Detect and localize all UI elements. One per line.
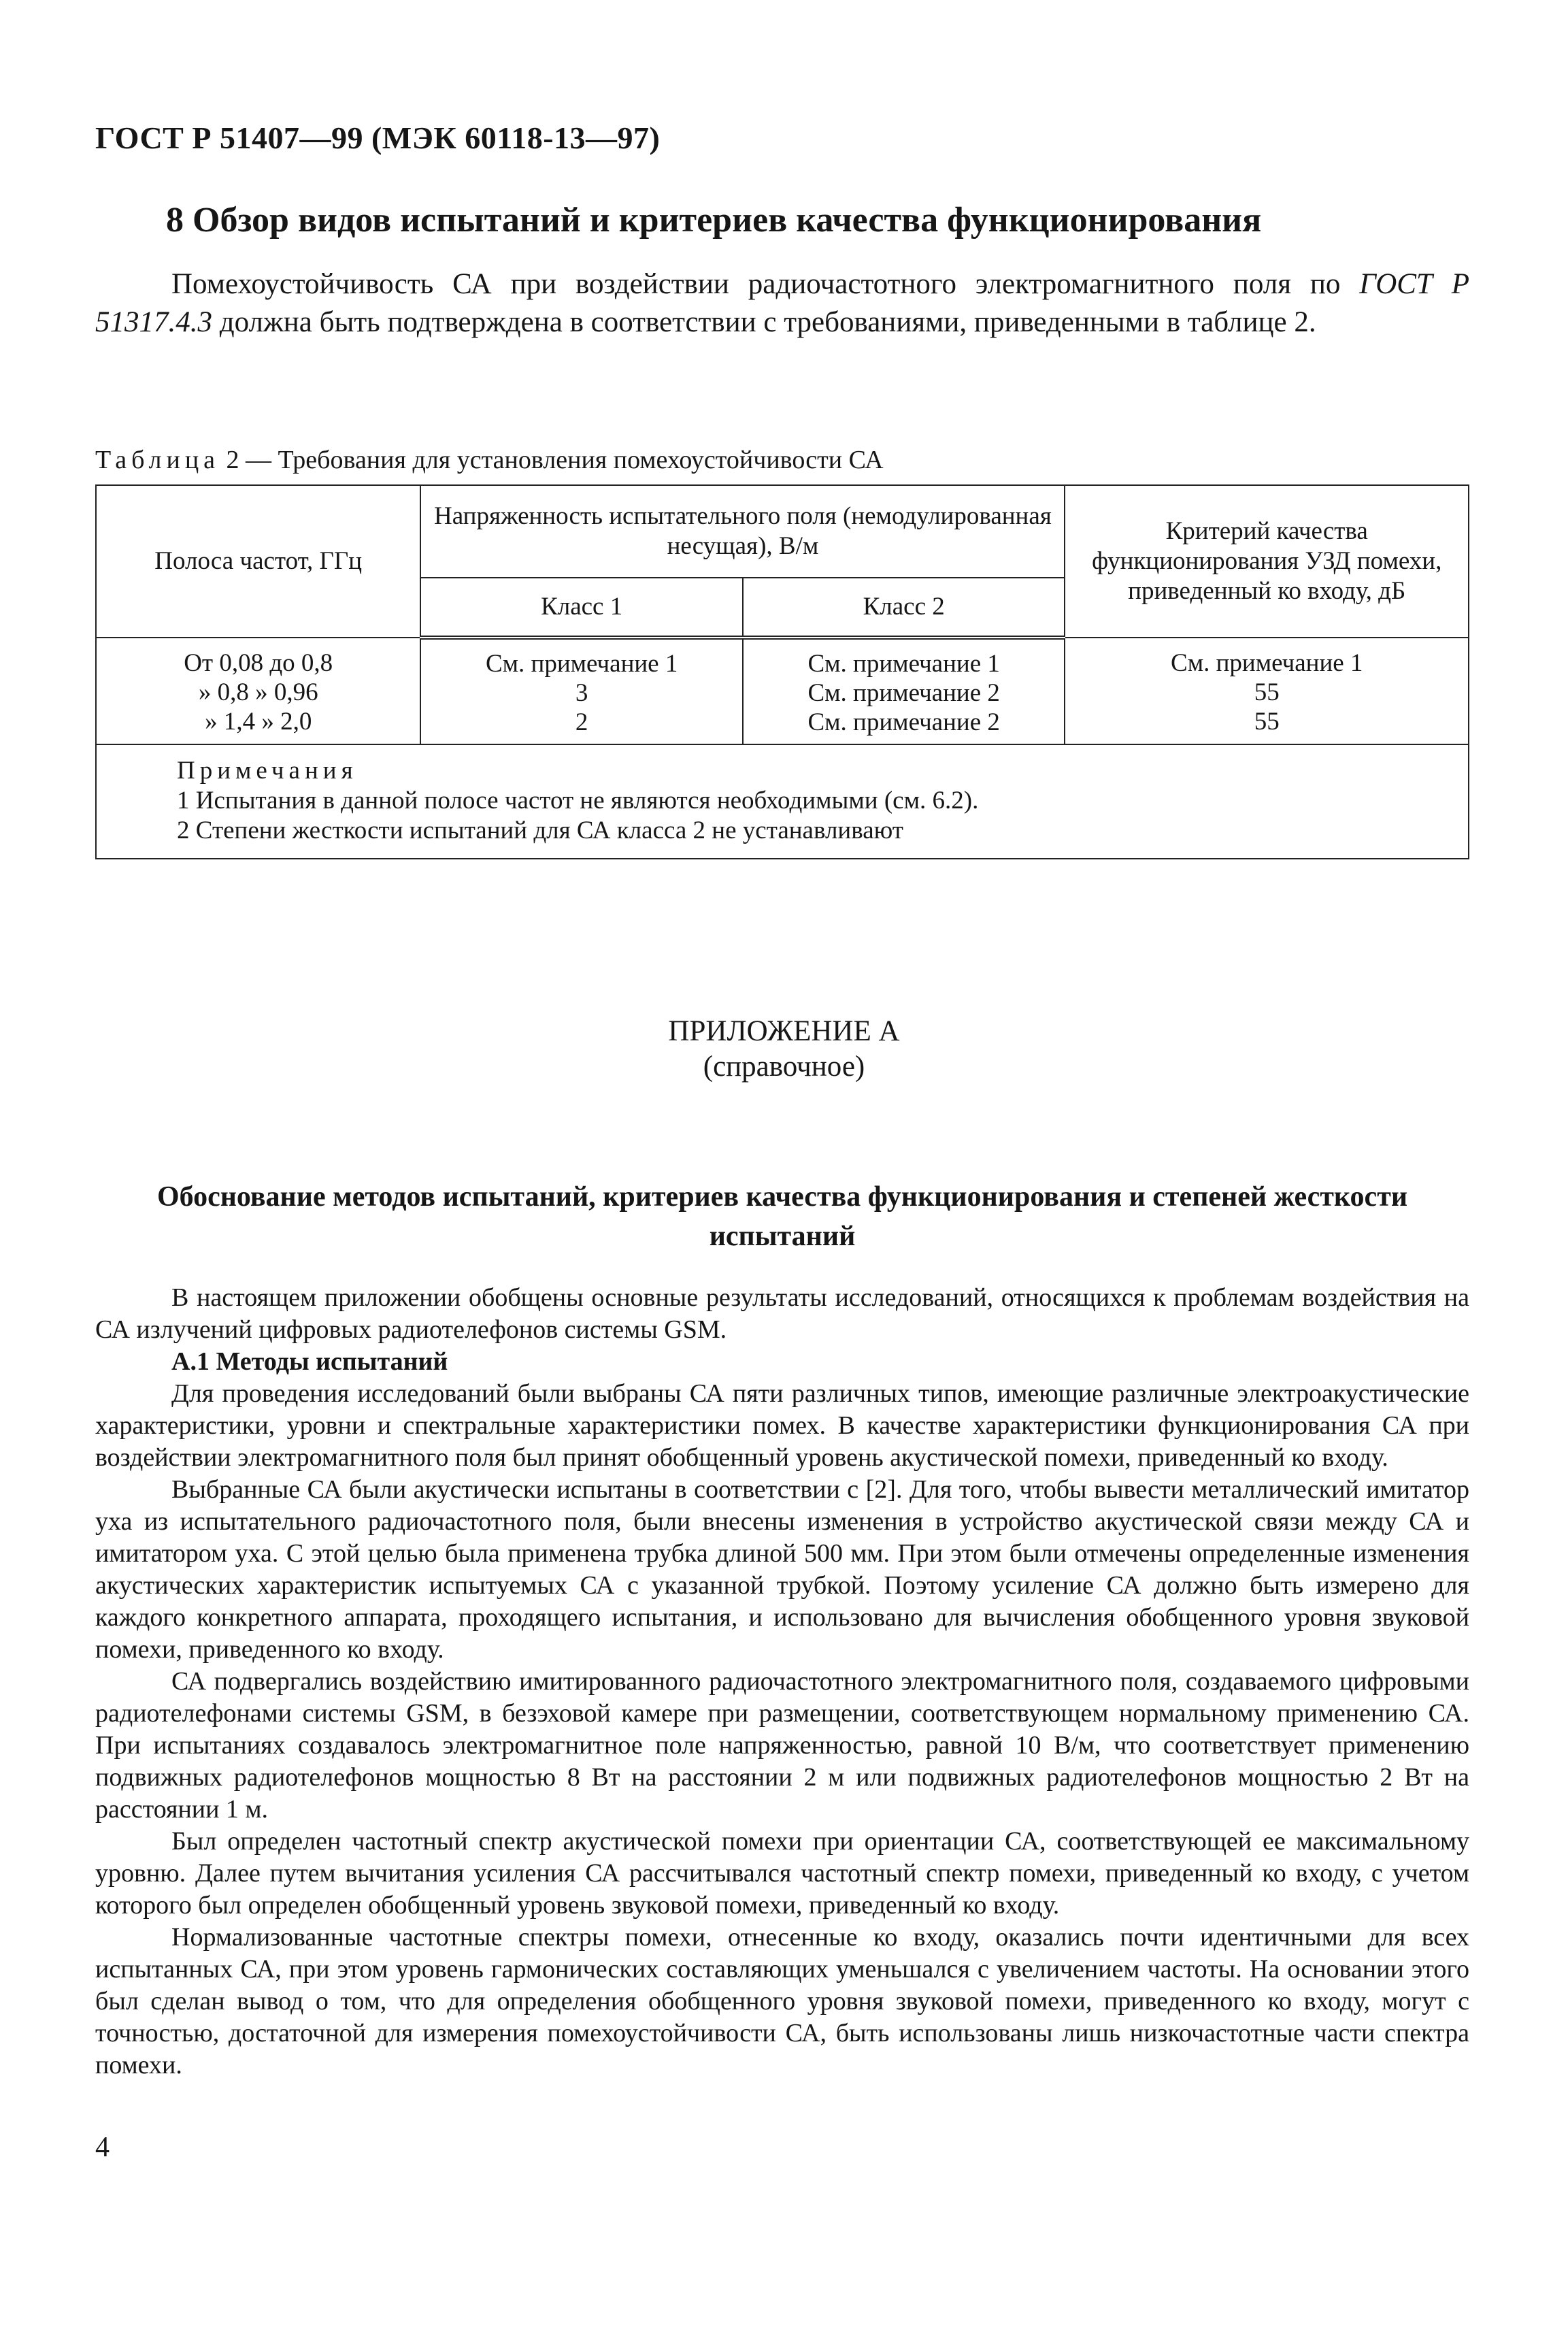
class-1-cell: [420, 638, 743, 744]
paragraph: Нормализованные частотные спектры помехи, отнесенные ко входу, оказались почти идентичными для всех испытанных СА, при этом уровень гармонических составляющих уменьшался с увеличением частоты. На основании этого был сделан вывод о том, что для определения обобщенного уровня звуковой помехи, приведенного ко входу, могут с точностью, достаточной для измерения помехоустойчивости СА, быть использованы лишь низкочастотные части спектра помехи.: [95, 1923, 1469, 2079]
header-criterion: Критерий качества функционирования УЗД помехи, приведенный ко входу, дБ: [1065, 485, 1469, 638]
appendix-title: Обоснование методов испытаний, критериев качества функционирования и степеней жесткости испытаний: [156, 1181, 1408, 1252]
criterion-value: См. примечание 1: [1171, 649, 1363, 677]
header-band: Полоса частот, ГГц: [96, 485, 420, 638]
table-row: [96, 638, 1469, 744]
class-1-value: 3: [575, 679, 588, 707]
page-number: 4: [95, 2132, 110, 2163]
note-item: 1 Испытания в данной полосе частот не являются необходимыми (см. 6.2).: [177, 787, 979, 814]
header-class-1: Класс 1: [420, 578, 743, 638]
appendix-label: ПРИЛОЖЕНИЕ А: [668, 1015, 900, 1047]
class-2-value: См. примечание 2: [807, 679, 1000, 707]
notes-cell: [96, 744, 1469, 859]
appendix-kind: (справочное): [703, 1051, 865, 1083]
intro-text-1: Помехоустойчивость СА при воздействии радиочастотного электромагнитного поля по: [171, 268, 1360, 300]
paragraph: Был определен частотный спектр акустической помехи при ориентации СА, соответствующей ее максимальному уровню. Далее путем вычитания усиления СА рассчитывался частотный спектр помехи, приведенный ко входу, с учетом которого был определен обобщенный уровень звуковой помехи, приведенный ко входу.: [95, 1827, 1469, 1920]
standard-reference: ГОСТ Р 51317.4.3: [95, 268, 1469, 338]
class-2-value: См. примечание 2: [807, 708, 1000, 736]
paragraph: В настоящем приложении обобщены основные результаты исследований, относящихся к проблемам воздействия на СА излучений цифровых радиотелефонов системы GSM.: [95, 1283, 1469, 1344]
appendix-heading: [0, 1014, 1568, 1085]
table-caption-word: Таблица: [95, 446, 220, 474]
table-caption: [95, 445, 884, 475]
band-value: » 0,8 » 0,96: [198, 678, 318, 706]
appendix-body: [95, 1282, 1469, 2081]
band-value: » 1,4 » 2,0: [205, 708, 312, 736]
table-caption-text: 2 — Требования для установления помехоустойчивости СА: [220, 446, 884, 474]
criterion-cell: [1065, 638, 1469, 744]
class-1-value: 2: [575, 708, 588, 736]
standard-header: ГОСТ Р 51407—99 (МЭК 60118-13—97): [95, 120, 661, 155]
intro-text-2: должна быть подтверждена в соответствии с требованиями, приведенными в таблице 2.: [212, 306, 1316, 338]
note-item: 2 Степени жесткости испытаний для СА класса 2 не устанавливают: [177, 817, 903, 844]
section-intro: [95, 265, 1469, 342]
criterion-value: 55: [1254, 708, 1280, 736]
paragraph: Для проведения исследований были выбраны СА пяти различных типов, имеющие различные электроакустические характеристики, уровни и спектральные характеристики помех. В качестве характеристики функционирования СА при воздействии электромагнитного поля был принят обобщенный уровень акустической помехи, приведенный ко входу.: [95, 1379, 1469, 1472]
paragraph: СА подвергались воздействию имитированного радиочастотного электромагнитного поля, создаваемого цифровыми радиотелефонами системы GSM, в безэховой камере при размещении, соответствующем нормальному применению СА. При испытаниях создавалось электромагнитное поле напряженностью, равной 10 В/м, что соответствует применению подвижных радиотелефонов мощностью 8 Вт на расстоянии 2 м или подвижных радиотелефонов мощностью 2 Вт на расстоянии 1 м.: [95, 1667, 1469, 1824]
header-class-2: Класс 2: [743, 578, 1065, 638]
class-1-value: См. примечание 1: [485, 650, 678, 678]
table-notes-row: [96, 744, 1469, 859]
class-2-value: См. примечание 1: [807, 650, 1000, 678]
class-2-cell: [743, 638, 1065, 744]
paragraph: Выбранные СА были акустически испытаны в соответствии с [2]. Для того, чтобы вывести металлический имитатор уха из испытательного радиочастотного поля, были внесены изменения в устройство акустической связи между СА и имитатором уха. С этой целью была применена трубка длиной 500 мм. При этом были отмечены определенные изменения акустических характеристик испытуемых СА с указанной трубкой. Поэтому усиление СА должно быть измерено для каждого конкретного аппарата, проходящего испытания, и использовано для вычисления обобщенного уровня звуковой помехи, приведенного ко входу.: [95, 1475, 1469, 1664]
criterion-value: 55: [1254, 678, 1280, 706]
band-cell: [96, 638, 420, 744]
band-value: От 0,08 до 0,8: [184, 649, 333, 677]
header-field-strength: Напряженность испытательного поля (немодулированная несущая), В/м: [420, 485, 1065, 578]
section-title: 8 Обзор видов испытаний и критериев качества функционирования: [166, 201, 1262, 240]
subsection-title: А.1 Методы испытаний: [171, 1347, 448, 1376]
notes-title: Примечания: [177, 757, 358, 785]
requirements-table: [95, 484, 1469, 859]
